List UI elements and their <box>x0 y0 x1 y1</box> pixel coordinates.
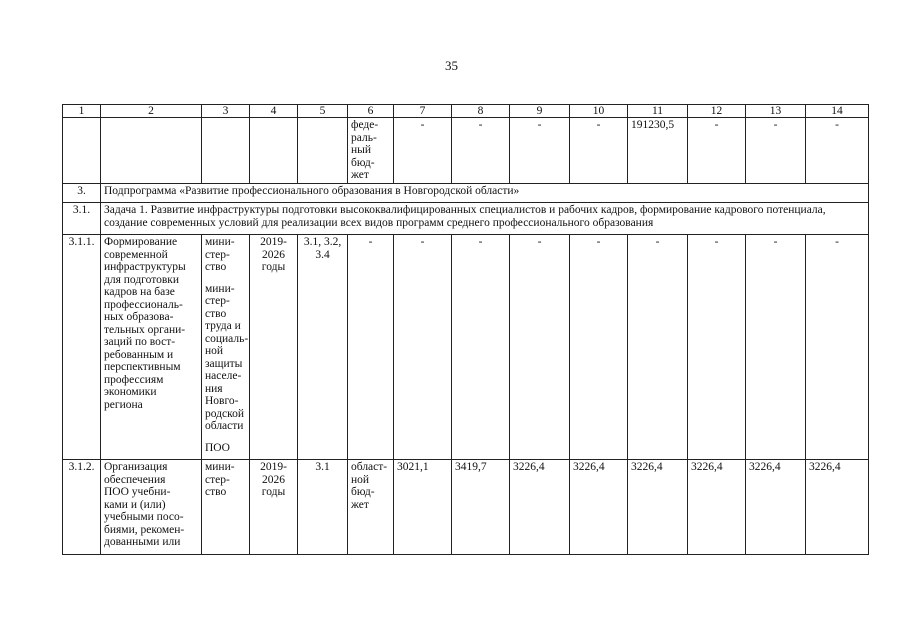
target-indicators <box>298 118 348 184</box>
funding-value: - <box>394 235 452 460</box>
target-indicators: 3.1, 3.2, 3.4 <box>298 235 348 460</box>
subprogram-title: Подпрограмма «Развитие профессионального образования в Новгородской области» <box>101 184 869 203</box>
federal-budget-row <box>63 118 869 184</box>
column-number: 11 <box>628 105 688 118</box>
row-number: 3.1.1. <box>63 235 101 460</box>
funding-value: 3226,4 <box>570 460 628 555</box>
funding-value: - <box>806 235 869 460</box>
funding-value: - <box>746 235 806 460</box>
funding-value: - <box>394 118 452 184</box>
funding-value: 3226,4 <box>688 460 746 555</box>
measure-row-3-1-2 <box>63 460 869 555</box>
row-number: 3. <box>63 184 101 203</box>
funding-value: 3226,4 <box>628 460 688 555</box>
column-number: 2 <box>101 105 202 118</box>
row-number <box>63 118 101 184</box>
column-number: 9 <box>510 105 570 118</box>
funding-value: - <box>570 118 628 184</box>
funding-value: - <box>452 235 510 460</box>
measure-name: Организация обеспечения ПОО учебни- ками и (или) учебными посо- биями, рекомен- дованными или <box>101 460 202 555</box>
funding-value: - <box>452 118 510 184</box>
column-number: 12 <box>688 105 746 118</box>
funding-source: - <box>348 235 394 460</box>
funding-value: - <box>688 118 746 184</box>
column-number: 10 <box>570 105 628 118</box>
executor: мини- стер- ство мини- стер- ство труда и социаль- ной защиты населе- ния Новго- родской области ПОО <box>202 235 250 460</box>
task-title: Задача 1. Развитие инфраструктуры подготовки высококвалифицированных специалистов и рабочих кадров, формирование кадрового потенциала, создание современных условий для реализации всех видов программ среднего профессионального образования <box>101 203 869 235</box>
subprogram-row <box>63 184 869 203</box>
row-number: 3.1. <box>63 203 101 235</box>
years: 2019- 2026 годы <box>250 460 298 555</box>
funding-value: - <box>510 118 570 184</box>
column-number: 6 <box>348 105 394 118</box>
column-number: 5 <box>298 105 348 118</box>
program-table <box>62 104 869 555</box>
funding-value: - <box>570 235 628 460</box>
column-number: 14 <box>806 105 869 118</box>
measure-row-3-1-1 <box>63 235 869 460</box>
column-number: 7 <box>394 105 452 118</box>
funding-value: 3226,4 <box>806 460 869 555</box>
page-number: 35 <box>445 58 458 73</box>
funding-value: - <box>510 235 570 460</box>
years <box>250 118 298 184</box>
executor <box>202 118 250 184</box>
funding-value: 191230,5 <box>628 118 688 184</box>
row-number: 3.1.2. <box>63 460 101 555</box>
funding-value: - <box>746 118 806 184</box>
years: 2019- 2026 годы <box>250 235 298 460</box>
column-number-row <box>63 105 869 118</box>
funding-value: 3021,1 <box>394 460 452 555</box>
measure-name: Формирование современной инфраструктуры для подготовки кадров на базе профессиональ- ных образова- тельных органи- заций по вост- ребованным и перспективным профессиям экономики региона <box>101 235 202 460</box>
funding-source: област- ной бюд- жет <box>348 460 394 555</box>
column-number: 3 <box>202 105 250 118</box>
funding-value: - <box>806 118 869 184</box>
funding-value: 3419,7 <box>452 460 510 555</box>
column-number: 8 <box>452 105 510 118</box>
column-number: 1 <box>63 105 101 118</box>
column-number: 13 <box>746 105 806 118</box>
funding-value: - <box>688 235 746 460</box>
task-row <box>63 203 869 235</box>
measure-name <box>101 118 202 184</box>
funding-value: 3226,4 <box>746 460 806 555</box>
executor: мини- стер- ство <box>202 460 250 555</box>
funding-value: - <box>628 235 688 460</box>
funding-value: 3226,4 <box>510 460 570 555</box>
target-indicators: 3.1 <box>298 460 348 555</box>
funding-source: феде- раль- ный бюд- жет <box>348 118 394 184</box>
column-number: 4 <box>250 105 298 118</box>
